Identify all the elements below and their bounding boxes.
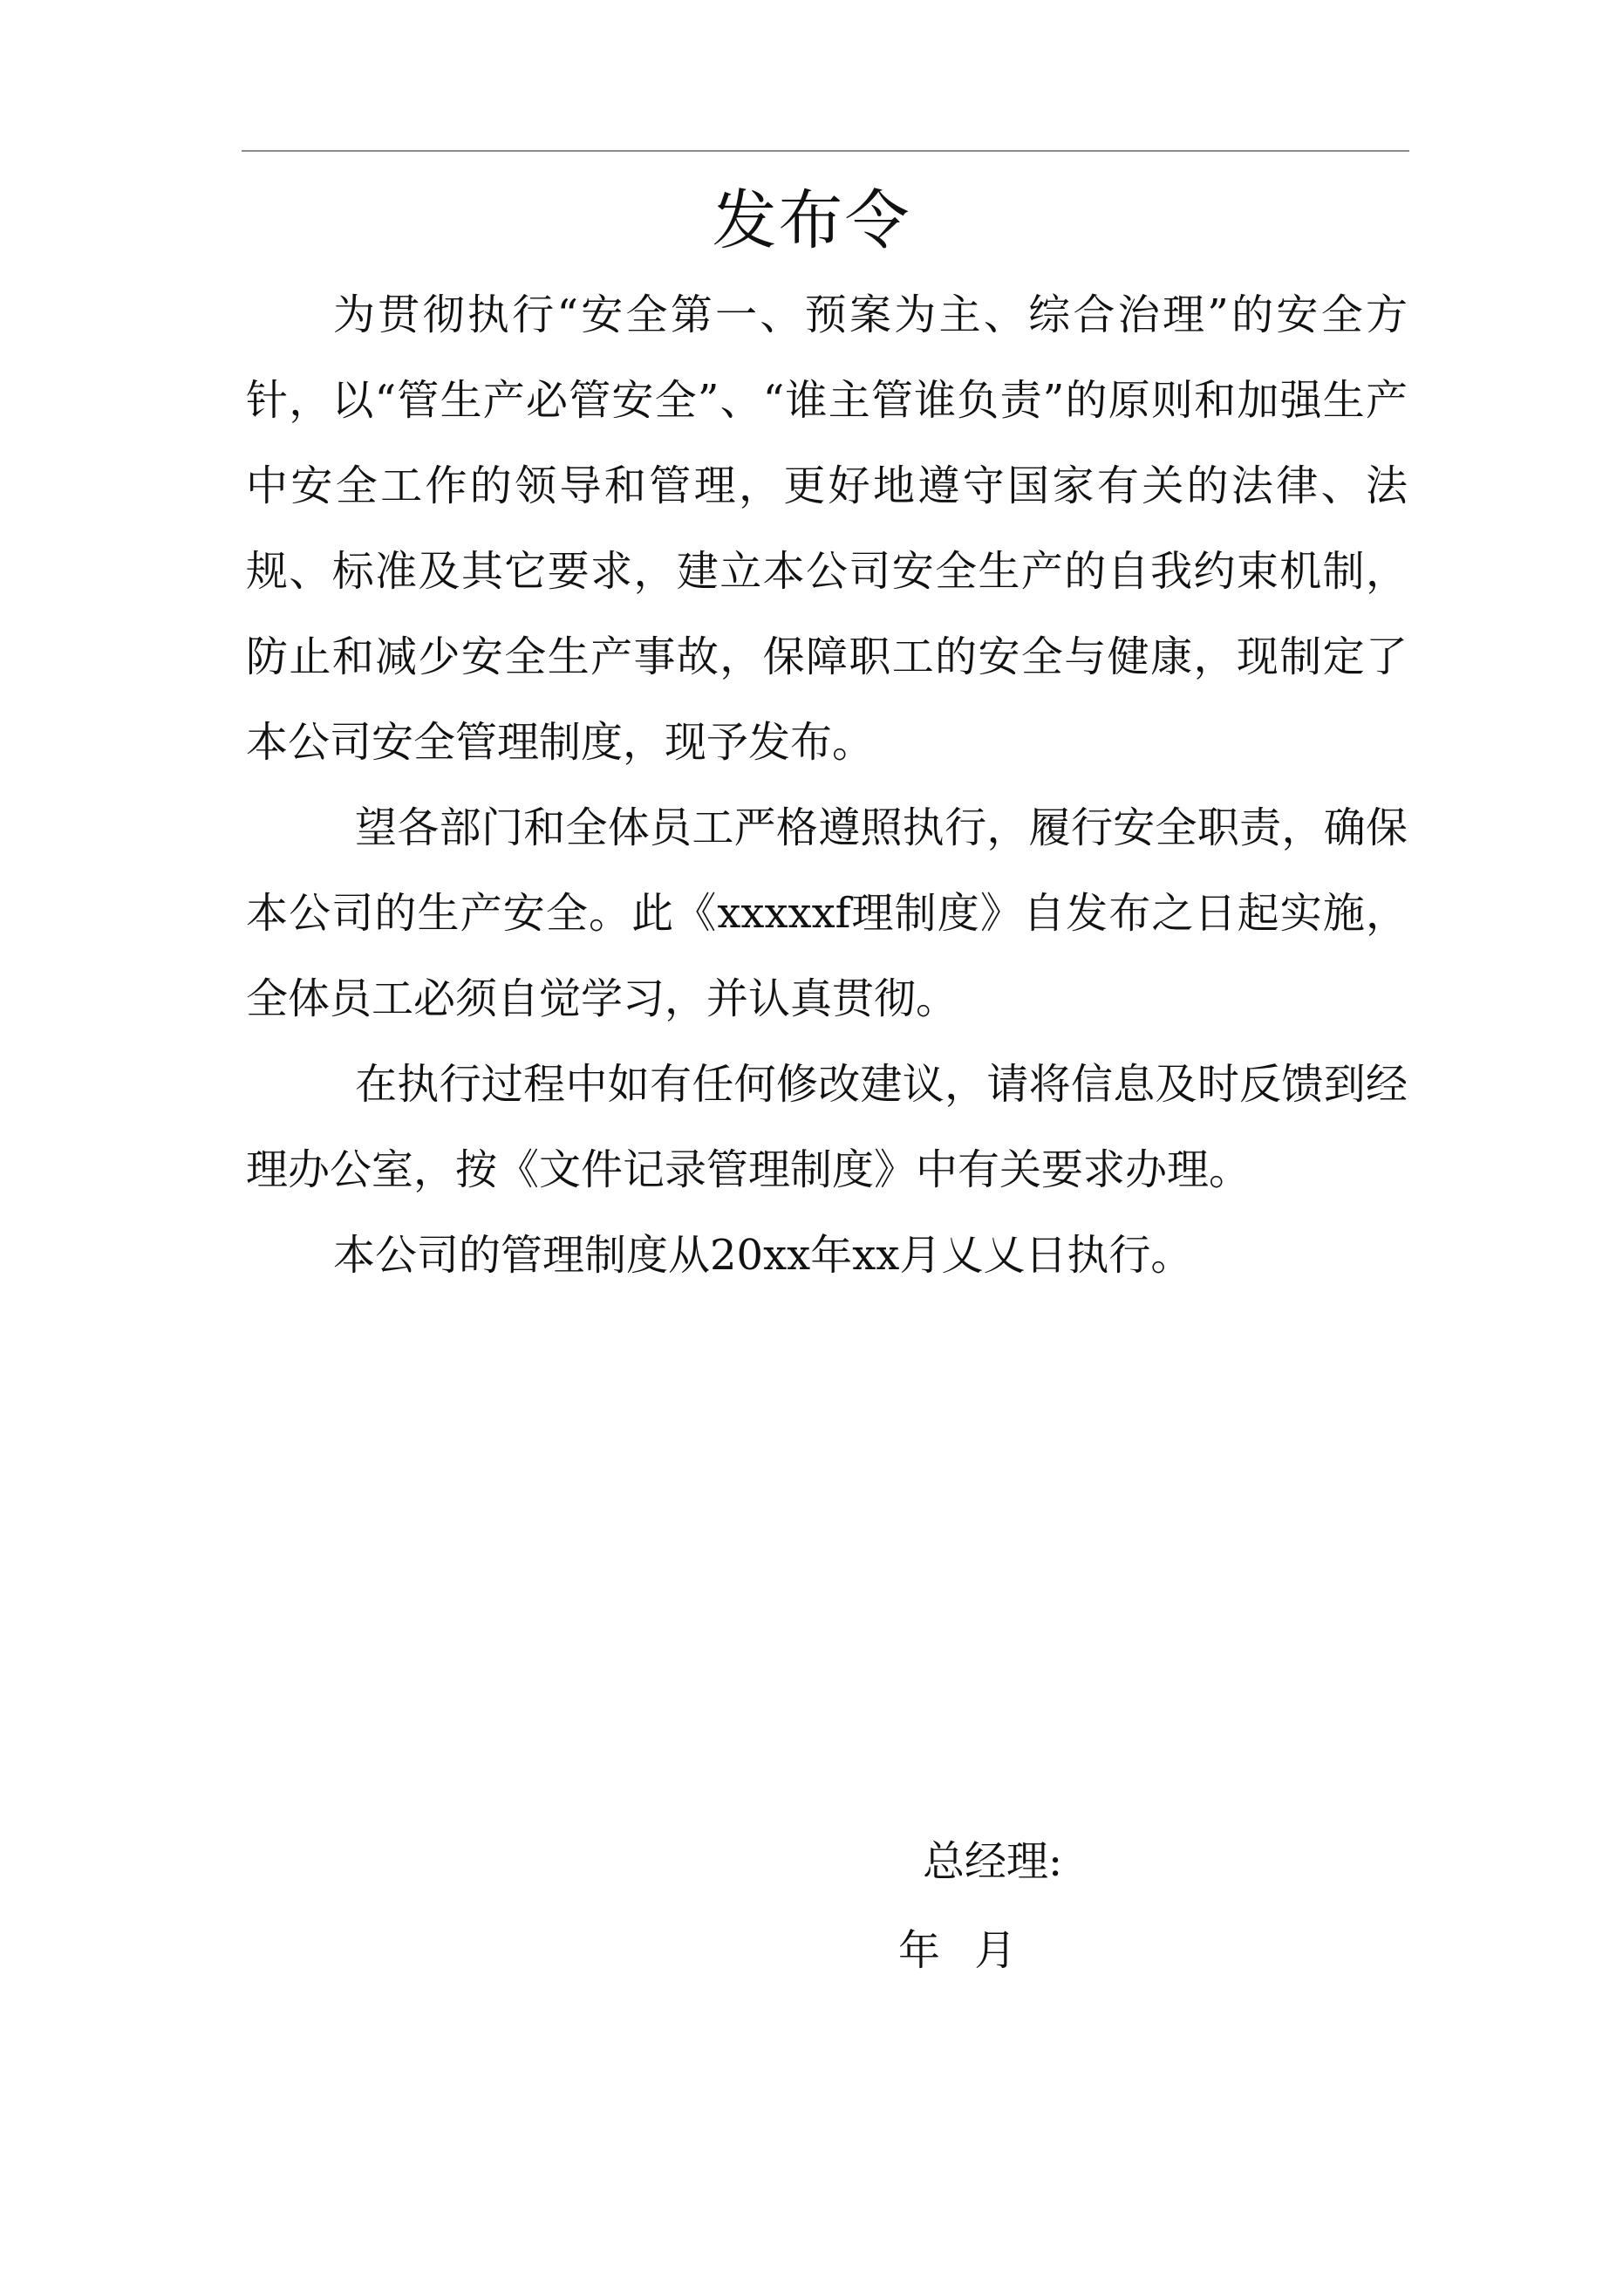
document-body	[246, 272, 1408, 1298]
document-title: 发布令	[712, 183, 911, 258]
paragraph-effective-date: 本公司的管理制度从20xx年xx月乂乂日执行。	[333, 1231, 1193, 1280]
signature-label: 总经理:	[923, 1837, 1063, 1886]
paragraph-policy-purpose: 为贯彻执行“安全第一、预案为主、综合治理”的安全方针，以“管生产必管安全”、“谁主管谁负责”的原则和加强生产中安全工作的领导和管理，更好地遵守国家有关的法律、法规、标准及其它要求，建立本公司安全生产的自我约束机制，防止和减少安全生产事故，保障职工的安全与健康，现制定了本公司安全管理制度，现予发布。	[246, 290, 1408, 767]
paragraph-implementation: 望各部门和全体员工严格遵照执行，履行安全职责，确保本公司的生产安全。此《xxxxxf理制度》自发布之日起实施，全体员工必须自觉学习，并认真贯彻。	[246, 803, 1408, 1023]
paragraph-feedback: 在执行过程中如有任何修改建议，请将信息及时反馈到经理办公室，按《文件记录管理制度》中有关要求办理。	[246, 1060, 1408, 1194]
header-rule	[242, 150, 1409, 152]
date-line: 年 月	[898, 1926, 1017, 1975]
